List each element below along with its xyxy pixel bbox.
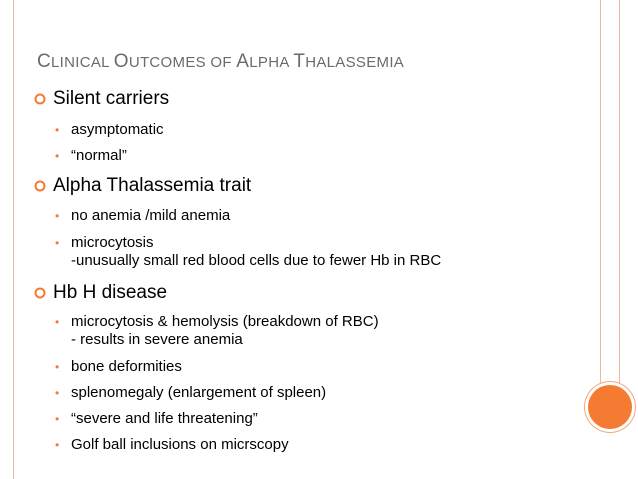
sub-bullet-text: “severe and life threatening” [71, 410, 258, 427]
title-cap-3: A [236, 51, 250, 72]
bullet-label: Hb H disease [53, 282, 168, 303]
sub-bullet-text: no anemia /mild anemia [71, 207, 231, 224]
small-dot-icon: • [55, 360, 60, 374]
ring-bullet-icon [34, 93, 46, 105]
ring-bullet-icon [34, 287, 46, 299]
bullet-alpha-thalassemia-trait [34, 174, 594, 198]
sub-bullet-text-continued: -unusually small red blood cells due to fewer Hb in RBC [71, 252, 442, 269]
small-dot-icon: • [55, 149, 60, 163]
small-dot-icon: • [55, 438, 60, 452]
bullet-silent-carriers [34, 87, 594, 111]
sub-bullet-text: “normal” [71, 147, 127, 164]
sub-bullet [34, 207, 594, 225]
sub-bullet [34, 121, 594, 139]
sub-bullet [34, 410, 594, 428]
bullet-hb-h-disease [34, 281, 594, 305]
bullet-label: Alpha Thalassemia trait [53, 175, 252, 196]
right-border-line-inner [600, 0, 601, 384]
sub-bullet [34, 436, 594, 454]
sub-bullet [34, 234, 594, 270]
sub-bullet-text: splenomegaly (enlargement of spleen) [71, 384, 327, 401]
title-cap-2: O [113, 51, 129, 72]
slide-title [37, 51, 404, 73]
sub-bullet-text-continued: - results in severe anemia [71, 331, 243, 348]
small-dot-icon: • [55, 412, 60, 426]
small-dot-icon: • [55, 123, 60, 137]
slide-content [34, 87, 594, 454]
small-dot-icon: • [55, 315, 60, 329]
sub-bullet [34, 147, 594, 165]
title-rest-4: HALASSEMIA [305, 54, 405, 71]
sub-bullet-text: bone deformities [71, 358, 182, 375]
sub-bullet [34, 313, 594, 349]
small-dot-icon: • [55, 386, 60, 400]
title-cap-4: T [293, 51, 306, 72]
left-border-line [13, 0, 14, 479]
sub-bullet-text: Golf ball inclusions on micrscopy [71, 436, 289, 453]
title-rest-2: UTCOMES OF [128, 54, 237, 71]
sub-bullet [34, 384, 594, 402]
small-dot-icon: • [55, 236, 60, 250]
right-border-line-outer [619, 0, 620, 384]
small-dot-icon: • [55, 209, 60, 223]
decorative-orange-circle [588, 385, 632, 429]
sub-bullet-text: asymptomatic [71, 121, 164, 138]
title-rest-3: LPHA [249, 54, 294, 71]
sub-bullet-text: microcytosis & hemolysis (breakdown of RBC) [71, 313, 379, 330]
ring-bullet-icon [34, 180, 46, 192]
sub-bullet-text: microcytosis [71, 234, 154, 251]
title-cap-1: C [37, 51, 52, 72]
sub-bullet [34, 358, 594, 376]
title-rest-1: LINICAL [51, 54, 114, 71]
bullet-label: Silent carriers [53, 88, 170, 109]
